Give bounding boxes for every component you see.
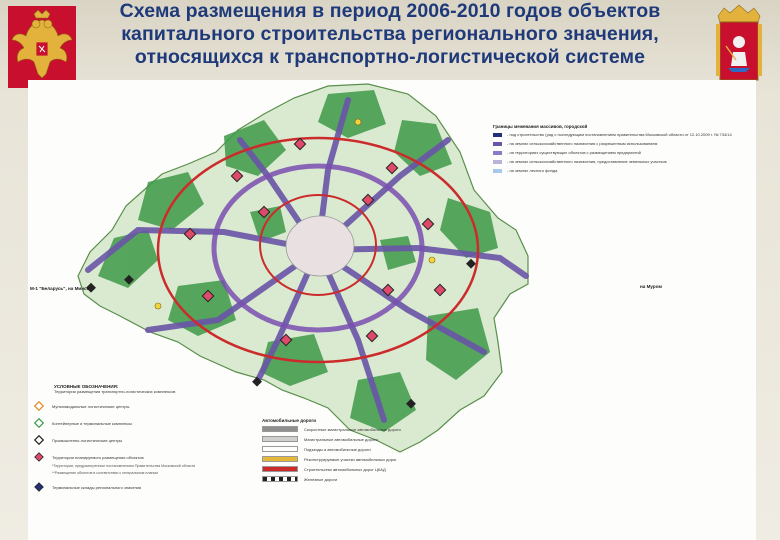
legend-item <box>34 452 264 462</box>
legend-item <box>262 426 492 432</box>
legend-swatch <box>262 456 298 462</box>
legend-item <box>493 159 733 164</box>
legend-symbols-subtitle: Территории размещения транспортно-логистических комплексов <box>54 389 176 394</box>
legend-swatch <box>262 466 298 472</box>
legend-text: - на землях сельскохозяйственного назначения, предоставление земельных участков <box>507 159 667 164</box>
legend-item <box>34 482 264 492</box>
legend-item <box>34 401 264 411</box>
legend-symbols <box>34 384 264 492</box>
legend-swatch <box>493 169 502 173</box>
legend-item <box>262 436 492 442</box>
legend-text: - на территориях существующих объектов с размещением предприятий <box>507 150 641 155</box>
legend-roads <box>262 418 492 486</box>
legend-text: - на землях лесного фонда <box>507 168 558 173</box>
legend-swatch <box>493 151 502 155</box>
legend-symbols-title: УСЛОВНЫЕ ОБОЗНАЧЕНИЯ: <box>54 384 119 389</box>
legend-item <box>493 132 733 137</box>
legend-item <box>262 476 492 482</box>
legend-text: Промышленно-логистические центры <box>52 437 123 443</box>
green-diamond-icon <box>34 418 44 428</box>
legend-text: - под строительство (ряд с последующим постановлением правительства Московской области от 12.10.2009 г. № 734/14 <box>507 132 732 137</box>
legend-swatch <box>493 142 502 146</box>
legend-text: Контейнерные и терминальные комплексы <box>52 420 133 426</box>
orange-diamond-icon <box>34 401 44 411</box>
direction-label-minsk: М-1 "Беларусь", на Минск <box>30 286 89 291</box>
legend-item <box>493 150 733 155</box>
legend-item <box>262 456 492 462</box>
legend-text: Реконструируемые участки автомобильных дорог <box>304 456 397 462</box>
black-diamond-icon <box>34 435 44 445</box>
legend-swatch <box>262 436 298 442</box>
direction-label-murom: на Муром <box>640 284 662 289</box>
legend-text: Территории планируемого размещения объектов <box>52 454 144 460</box>
legend-text: Строительство автомобильных дорог ЦКАД <box>304 466 386 472</box>
legend-boundaries <box>493 124 733 177</box>
legend-text: Железные дороги <box>304 476 338 482</box>
slide-title <box>95 0 685 69</box>
title-line-2: капитального строительства регионального значения, <box>121 23 659 45</box>
legend-text: - на землях сельскохозяйственного назначения с разрешенным использованием <box>507 141 658 146</box>
legend-swatch <box>262 476 298 482</box>
legend-swatch <box>493 160 502 164</box>
legend-text: Подъезды и автомобильные дороги <box>304 446 371 452</box>
legend-item <box>262 466 492 472</box>
legend-text: Скоростные магистральные автомобильные дороги <box>304 426 401 432</box>
legend-boundaries-title: Границы межевания массивов, городской <box>493 124 588 129</box>
legend-item <box>34 418 264 428</box>
legend-item <box>34 435 264 445</box>
russia-coat-of-arms-icon <box>4 2 80 92</box>
legend-swatch <box>493 133 502 137</box>
legend-swatch <box>262 426 298 432</box>
legend-note: *Территории, предусмотренные постановлением Правительства Московской области <box>52 464 196 468</box>
legend-text: Терминальные склады регионального значения <box>52 484 142 490</box>
legend-text: Магистральные автомобильные дороги <box>304 436 378 442</box>
red-diamond-icon <box>34 452 44 462</box>
moscow-oblast-coat-of-arms-icon <box>712 2 766 88</box>
legend-swatch <box>262 446 298 452</box>
legend-item <box>262 446 492 452</box>
navy-diamond-icon <box>34 482 44 492</box>
legend-text: Мультимодальные логистические центры <box>52 403 130 409</box>
title-line-3: относящихся к транспортно-логистической системе <box>134 46 646 68</box>
moscow-city <box>286 216 354 276</box>
legend-item <box>493 168 733 173</box>
legend-roads-title: Автомобильные дороги <box>262 418 317 423</box>
legend-note: **Размещение объектов в соответствии с генеральным планом <box>52 470 158 475</box>
title-line-1: Схема размещения в период 2006-2010 годов объектов <box>119 0 661 22</box>
legend-item <box>493 141 733 146</box>
